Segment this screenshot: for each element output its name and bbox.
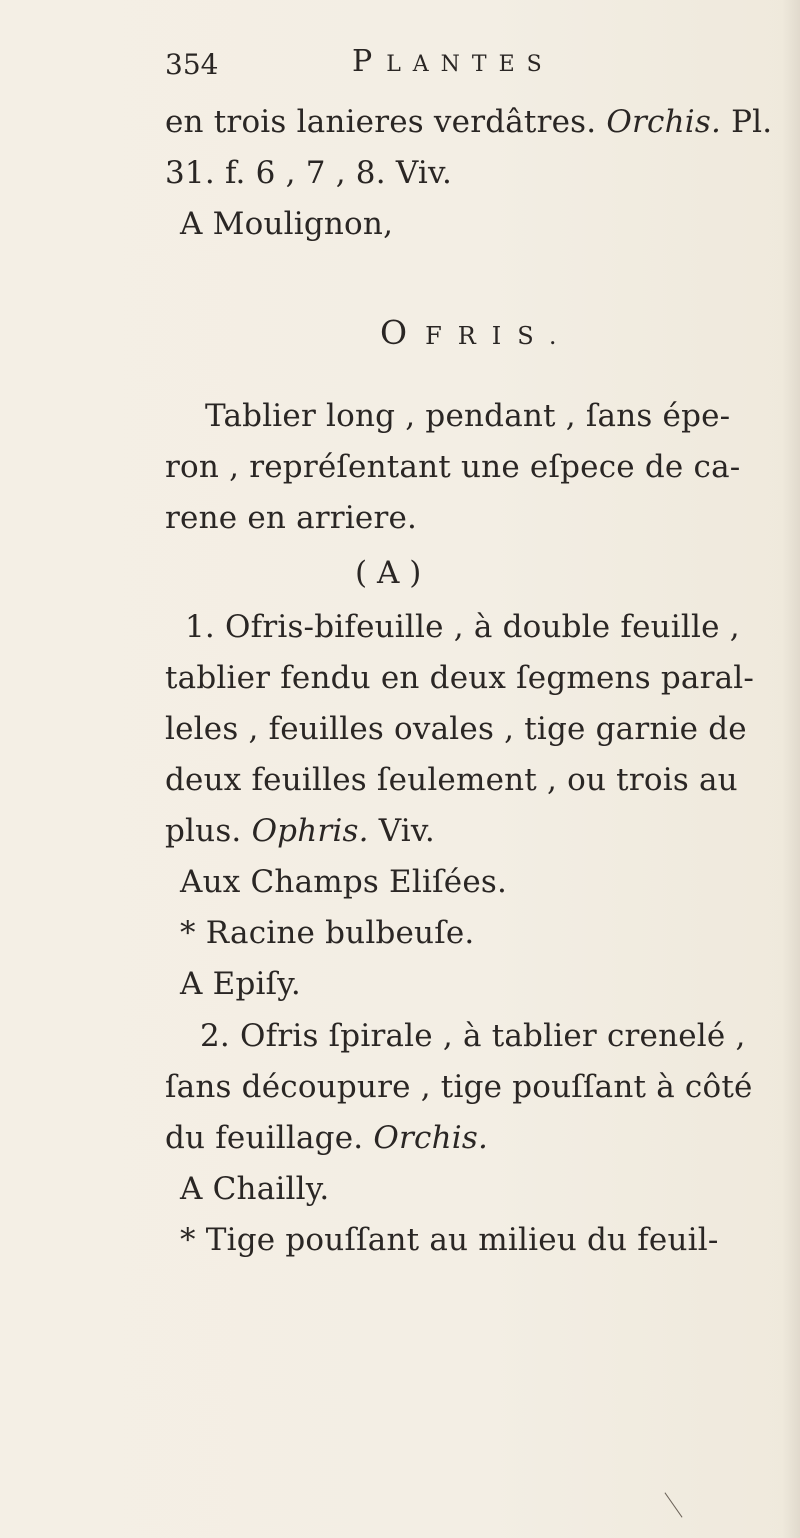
entry-line: 1. Ofris-bifeuille , à double feuille , — [185, 609, 740, 645]
text-line-roman: en trois lanieres verdâtres. — [165, 104, 597, 140]
entry-line — [165, 813, 435, 849]
entry-line — [165, 1120, 488, 1156]
entry-line: deux feuilles ſeulement , ou trois au — [165, 762, 738, 798]
entry-line: 2. Ofris ſpirale , à tablier crenelé , — [200, 1018, 746, 1054]
text-line — [165, 104, 772, 140]
text-line: 31. f. 6 , 7 , 8. Viv. — [165, 155, 453, 191]
genus-heading-rest: FRIS. — [425, 322, 573, 350]
genus-italic: Orchis. — [373, 1120, 489, 1156]
note-line: * Racine bulbeuſe. — [180, 915, 475, 951]
entry-line-roman: plus. — [165, 813, 242, 849]
description-line: Tablier long , pendant , ſans épe- — [205, 398, 731, 434]
genus-italic: Orchis. — [606, 104, 722, 140]
running-title — [352, 44, 554, 79]
viv-tail: Viv. — [368, 813, 435, 849]
note-line: * Tige pouſſant au milieu du feuil- — [180, 1222, 719, 1258]
description-line: ron , repréſentant une eſpece de ca- — [165, 449, 741, 485]
locality-line: Aux Champs Eliſées. — [180, 864, 508, 900]
plate-ref: Pl. — [721, 104, 773, 140]
running-title-initial: P — [352, 44, 387, 79]
locality-line: A Moulignon, — [180, 206, 394, 242]
page-edge-shadow — [782, 0, 800, 1538]
running-title-rest: LANTES — [386, 52, 554, 77]
genus-heading-initial: O — [380, 313, 426, 352]
entry-line: tablier fendu en deux ſegmens paral- — [165, 660, 755, 696]
genus-heading — [380, 313, 572, 352]
section-mark: ( A ) — [355, 555, 422, 591]
genus-italic: Ophris. — [251, 813, 369, 849]
entry-line-roman: du feuillage. — [165, 1120, 364, 1156]
locality-line: A Epiſy. — [180, 966, 301, 1002]
entry-line: ſans découpure , tige pouſſant à côté — [165, 1069, 753, 1105]
locality-line: A Chailly. — [180, 1171, 330, 1207]
entry-line: leles , feuilles ovales , tige garnie de — [165, 711, 747, 747]
description-line: rene en arriere. — [165, 500, 418, 536]
pencil-mark — [664, 1492, 682, 1517]
page-number: 354 — [165, 48, 219, 81]
